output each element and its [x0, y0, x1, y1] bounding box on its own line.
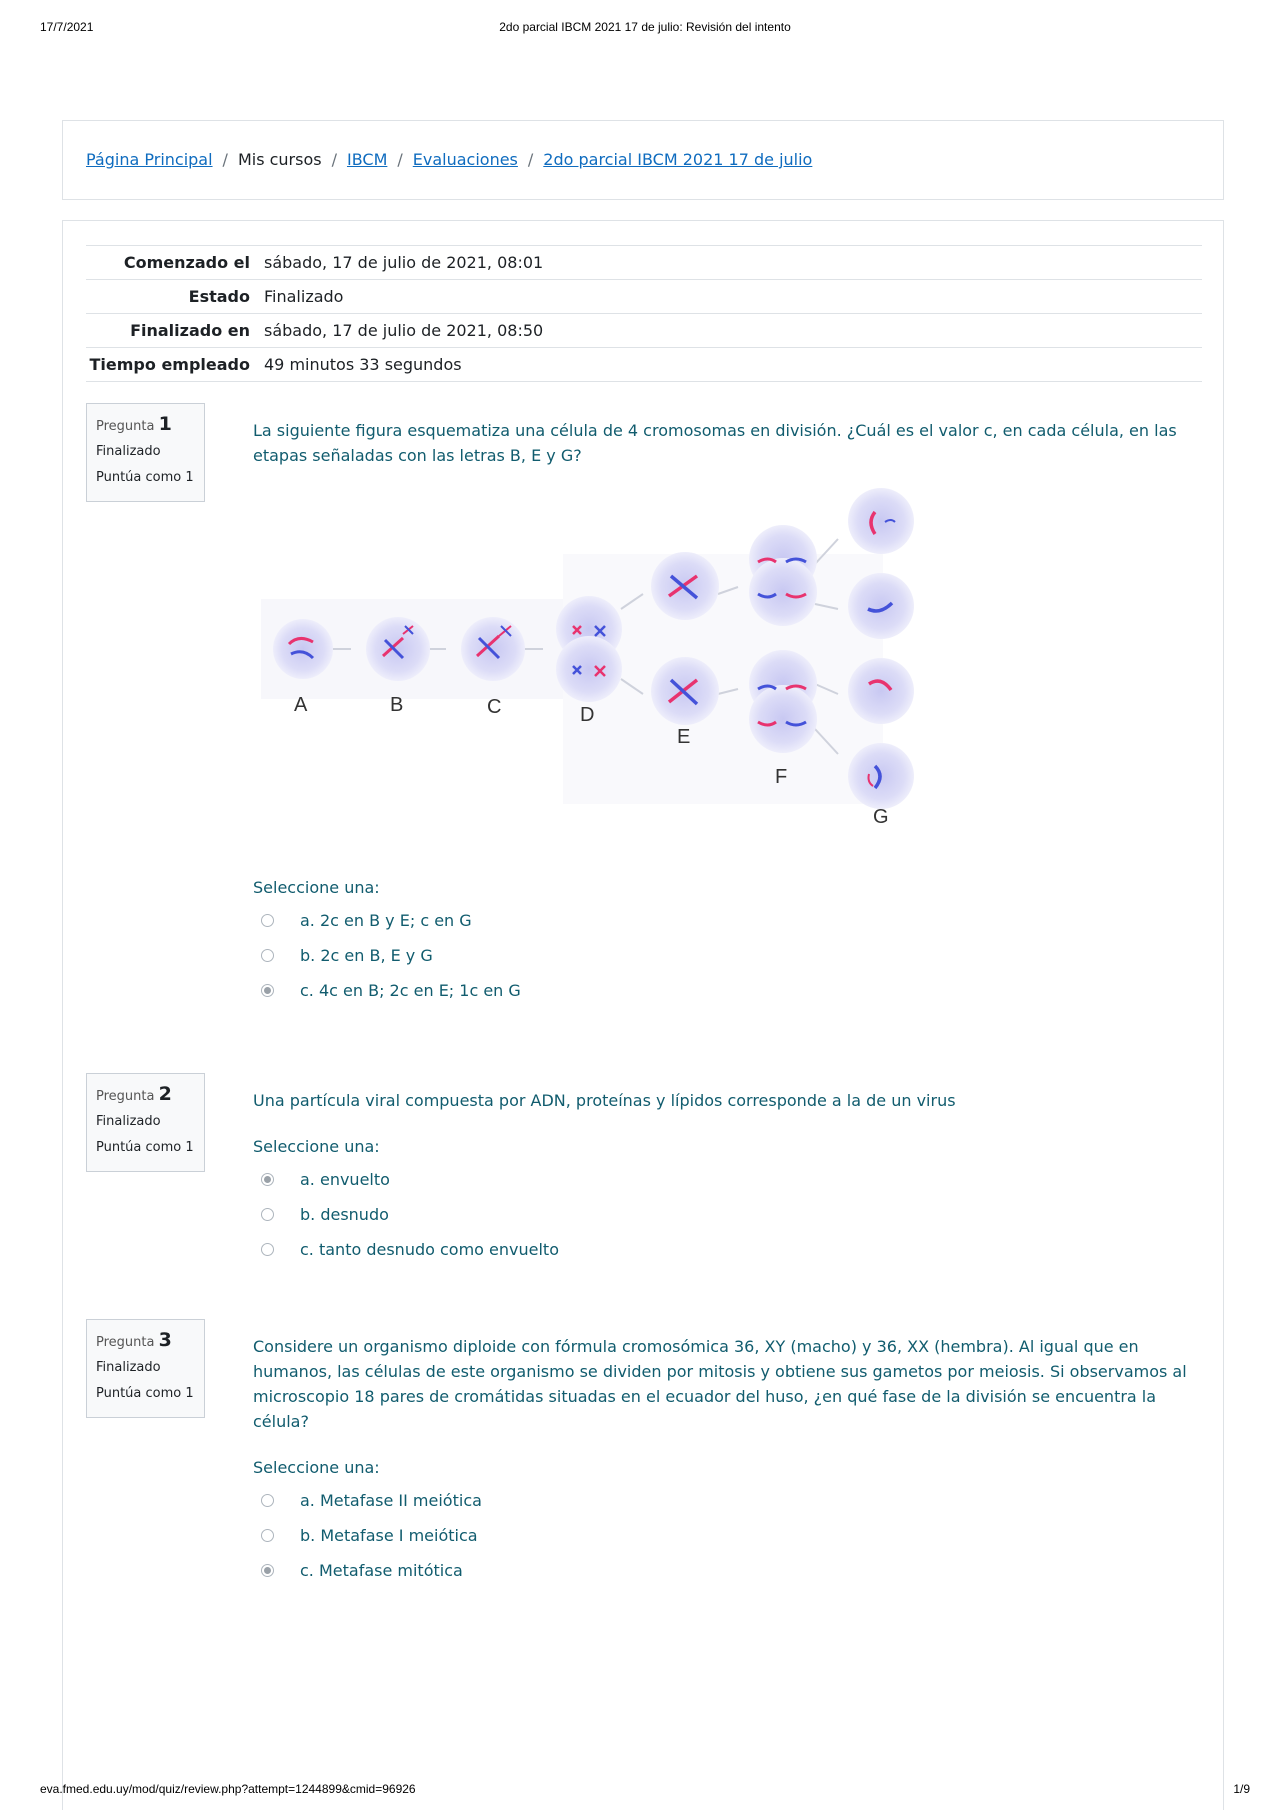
summary-value: Finalizado — [264, 280, 1202, 314]
radio-button-selected[interactable] — [261, 1173, 274, 1186]
summary-label: Finalizado en — [86, 314, 264, 348]
cell-g-3 — [848, 658, 914, 724]
answer-label: a. 2c en B y E; c en G — [300, 911, 472, 930]
answer-label: c. tanto desnudo como envuelto — [300, 1240, 559, 1259]
summary-label: Estado — [86, 280, 264, 314]
answer-label: a. envuelto — [300, 1170, 390, 1189]
answer-label: b. 2c en B, E y G — [300, 946, 433, 965]
breadcrumb-home-link[interactable]: Página Principal — [86, 150, 213, 169]
answer-label: b. desnudo — [300, 1205, 389, 1224]
print-title: 2do parcial IBCM 2021 17 de julio: Revisión del intento — [499, 20, 791, 34]
answer-option[interactable] — [253, 1483, 1193, 1518]
question-number-value: 1 — [158, 413, 172, 435]
question-state: Finalizado — [96, 1114, 161, 1129]
breadcrumb-course-link[interactable]: IBCM — [346, 150, 388, 169]
question-number-value: 2 — [158, 1083, 172, 1105]
question-info-1 — [86, 403, 205, 502]
answer-option[interactable] — [253, 903, 1193, 938]
radio-button-selected[interactable] — [261, 1564, 274, 1577]
cell-g-1 — [848, 488, 914, 554]
cell-a — [273, 619, 333, 679]
answer-option[interactable] — [253, 1553, 1193, 1588]
question-label: Pregunta — [96, 1089, 155, 1104]
answer-options — [253, 903, 1193, 1008]
print-url: eva.fmed.edu.uy/mod/quiz/review.php?attempt=1244899&cmid=96926 — [40, 1782, 416, 1796]
question-grade: Puntúa como 1 — [96, 1140, 194, 1155]
cell-division-diagram — [253, 484, 943, 864]
radio-button[interactable] — [261, 1208, 274, 1221]
question-number — [96, 413, 195, 435]
breadcrumb-container — [62, 120, 1224, 200]
question-content-1 — [253, 418, 1193, 1008]
answer-label: c. 4c en B; 2c en E; 1c en G — [300, 981, 521, 1000]
answer-label: a. Metafase II meiótica — [300, 1491, 482, 1510]
cell-d-bottom — [556, 636, 622, 702]
answer-label: b. Metafase I meiótica — [300, 1526, 478, 1545]
question-grade: Puntúa como 1 — [96, 1386, 194, 1401]
question-content-3 — [253, 1334, 1193, 1588]
question-number — [96, 1329, 195, 1351]
radio-button[interactable] — [261, 949, 274, 962]
answer-option[interactable] — [253, 973, 1193, 1008]
radio-button[interactable] — [261, 1529, 274, 1542]
cell-g-2 — [848, 573, 914, 639]
figure-label-d: D — [580, 704, 595, 726]
question-state: Finalizado — [96, 444, 161, 459]
question-content-2 — [253, 1088, 1193, 1267]
question-text: La siguiente figura esquematiza una célula de 4 cromosomas en división. ¿Cuál es el valor c, en cada célula, en las etapas señaladas con las letras B, E y G? — [253, 421, 1177, 465]
summary-value: sábado, 17 de julio de 2021, 08:01 — [264, 246, 1202, 280]
cell-c — [461, 617, 525, 681]
cell-f-2 — [749, 558, 817, 626]
select-one-prompt: Seleccione una: — [253, 1458, 380, 1477]
summary-label: Comenzado el — [86, 246, 264, 280]
cell-b — [366, 617, 430, 681]
attempt-summary-table — [86, 245, 1202, 382]
figure-label-f: F — [775, 766, 788, 788]
breadcrumb-quiz-link[interactable]: 2do parcial IBCM 2021 17 de julio — [543, 150, 813, 169]
answer-label: c. Metafase mitótica — [300, 1561, 463, 1580]
answer-option[interactable] — [253, 1232, 1193, 1267]
answer-option[interactable] — [253, 1197, 1193, 1232]
question-number — [96, 1083, 195, 1105]
summary-value: 49 minutos 33 segundos — [264, 348, 1202, 382]
figure-label-b: B — [390, 694, 404, 716]
figure-label-e: E — [677, 726, 691, 748]
question-info-2 — [86, 1073, 205, 1172]
cell-f-4 — [749, 685, 817, 753]
summary-row — [86, 280, 1202, 314]
select-one-prompt: Seleccione una: — [253, 878, 380, 897]
select-one-prompt: Seleccione una: — [253, 1137, 380, 1156]
summary-value: sábado, 17 de julio de 2021, 08:50 — [264, 314, 1202, 348]
summary-row — [86, 246, 1202, 280]
radio-button[interactable] — [261, 914, 274, 927]
print-header — [40, 20, 1250, 40]
answer-option[interactable] — [253, 1162, 1193, 1197]
figure-label-a: A — [294, 694, 308, 716]
radio-button-selected[interactable] — [261, 984, 274, 997]
breadcrumb-mis-cursos: Mis cursos — [237, 150, 322, 169]
radio-button[interactable] — [261, 1243, 274, 1256]
breadcrumb-separator: / — [397, 150, 403, 169]
breadcrumb-section-link[interactable]: Evaluaciones — [412, 150, 518, 169]
answer-options — [253, 1483, 1193, 1588]
question-state: Finalizado — [96, 1360, 161, 1375]
cell-division-figure — [253, 484, 943, 864]
question-info-3 — [86, 1319, 205, 1418]
breadcrumb — [86, 150, 812, 169]
question-label: Pregunta — [96, 1335, 155, 1350]
figure-label-c: C — [487, 696, 502, 718]
summary-label: Tiempo empleado — [86, 348, 264, 382]
breadcrumb-separator: / — [222, 150, 228, 169]
breadcrumb-separator: / — [331, 150, 337, 169]
question-number-value: 3 — [158, 1329, 172, 1351]
print-date: 17/7/2021 — [40, 20, 94, 34]
breadcrumb-separator: / — [527, 150, 534, 169]
answer-option[interactable] — [253, 938, 1193, 973]
question-text: Considere un organismo diploide con fórmula cromosómica 36, XY (macho) y 36, XX (hembra). Al igual que en humanos, las células de este organismo se dividen por mitosis y obtiene sus gametos por meiosis. Si observamos al microscopio 18 pares de cromátidas situadas en el ecuador del huso, ¿en qué fase de la división se encuentra la célula? — [253, 1337, 1187, 1431]
question-label: Pregunta — [96, 419, 155, 434]
summary-row — [86, 348, 1202, 382]
answer-option[interactable] — [253, 1518, 1193, 1553]
figure-label-g: G — [873, 806, 889, 828]
summary-row — [86, 314, 1202, 348]
question-text: Una partícula viral compuesta por ADN, proteínas y lípidos corresponde a la de un virus — [253, 1091, 956, 1110]
radio-button[interactable] — [261, 1494, 274, 1507]
question-grade: Puntúa como 1 — [96, 470, 194, 485]
answer-options — [253, 1162, 1193, 1267]
quiz-review-region — [62, 220, 1224, 1810]
print-page-number: 1/9 — [1233, 1782, 1250, 1796]
